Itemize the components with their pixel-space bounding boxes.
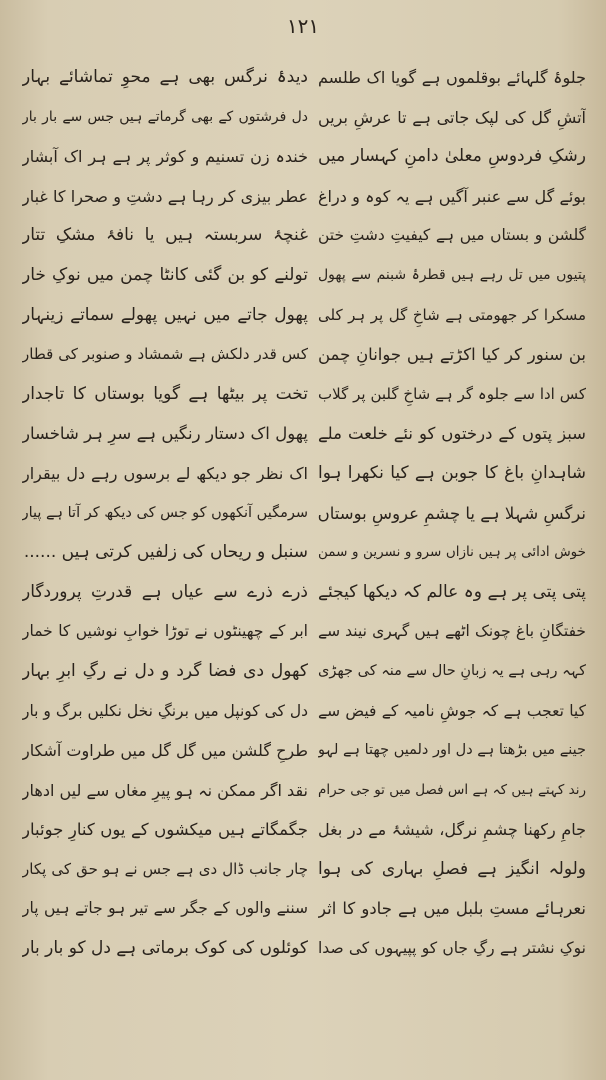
verse-line: سبز پتوں کے درختوں کو نئے خلعت ملے bbox=[318, 424, 586, 444]
verse-line: دل کی کونپل میں برنگِ نخل نکلیں برگ و بار bbox=[22, 701, 308, 720]
verse-line: تخت پر بیٹھا ہے گویا بوستاں کا تاجدار bbox=[22, 383, 308, 404]
verse-line: کیا تعجب ہے کہ جوشِ نامیہ کے فیض سے bbox=[318, 701, 586, 720]
verse-line: کہہ رہی ہے یہ زبانِ حال سے منہ کی جھڑی bbox=[318, 662, 586, 679]
verse-line: پتیوں میں تل رہے ہیں قطرۂ شبنم سے پھول bbox=[318, 266, 586, 283]
verse-line: نعرہائے مستِ بلبل میں ہے جادو کا اثر bbox=[318, 899, 586, 919]
verse-line: خوش ادائی پر ہیں نازاں سرو و نسرین و سمن bbox=[318, 544, 586, 561]
verse-line: مسکرا کر جھومتی ہے شاخِ گل پر ہر کلی bbox=[318, 305, 586, 324]
verse-line: شاہدانِ باغ کا جوبن ہے کیا نکھرا ہوا bbox=[318, 462, 586, 483]
verse-line: کھول دی فضا گرد و دل نے رگِ ابرِ بہار bbox=[22, 660, 308, 681]
verse-line: سنبل و ریحاں کی زلفیں کرتی ہیں ...... bbox=[23, 542, 308, 563]
page-number: ١٢١ bbox=[286, 14, 320, 38]
verse-line: پھول اک دستار رنگیں ہے سرِ ہر شاخسار bbox=[22, 424, 308, 444]
verse-line: رند کہتے ہیں کہ ہے اس فصل میں تو جی حرام bbox=[318, 781, 586, 798]
verse-line: جامِ رکھنا چشمِ نرگل، شیشۂ مے در بغل bbox=[318, 820, 586, 840]
verse-line: دیدۂ نرگس بھی ہے محوِ تماشائے بہار bbox=[22, 67, 308, 87]
verse-line: جلوۂ گلہائے بوقلموں ہے گویا اک طلسم bbox=[318, 68, 586, 87]
right-column bbox=[318, 58, 586, 969]
verse-line: کوئلوں کی کوک برماتی ہے دل کو بار بار bbox=[22, 938, 308, 959]
verse-line: چار جانب ڈال دی ہے جس نے ہو حق کی پکار bbox=[22, 859, 308, 878]
verse-line: سرمگیں آنکھوں کو جس کی دیکھ کر آتا ہے پیار bbox=[22, 504, 308, 521]
verse-line: طرحِ گلشن میں گل گل میں طراوت آشکار bbox=[22, 741, 308, 761]
verse-line: سننے والوں کے جگر سے تیر ہو جاتے ہیں پار bbox=[22, 899, 308, 918]
verse-line: پھول جاتے میں نہیں پھولے سماتے زینہار bbox=[22, 304, 308, 325]
verse-line: کس ادا سے جلوہ گر ہے شاخِ گلبن پر گلاب bbox=[318, 384, 586, 403]
verse-line: ذرے ذرے سے عیاں ہے قدرتِ پروردگار bbox=[22, 581, 308, 602]
verse-line: پتی پتی پر ہے وہ عالم کہ دیکھا کیجئے bbox=[318, 581, 586, 602]
verse-line: نرگسِ شہلا ہے یا چشمِ عروسِ بوستاں bbox=[318, 503, 586, 523]
verse-line: تولنے کو بن گئی کانٹا چمن میں نوکِ خار bbox=[22, 264, 308, 285]
verse-line: بن سنور کر کیا اکڑتے ہیں جوانانِ چمن bbox=[318, 345, 586, 365]
verse-line: غنچۂ سربستہ ہیں یا نافۂ مشکِ تتار bbox=[22, 225, 308, 246]
verse-line: گلشن و بستاں میں ہے کیفیتِ دشتِ ختن bbox=[318, 226, 586, 245]
verse-line: بوئے گل سے عنبر آگیں ہے یہ کوہ و دراغ bbox=[318, 186, 586, 206]
verse-line: اک نظر جو دیکھ لے برسوں رہے دل بیقرار bbox=[22, 463, 308, 483]
verse-line: نقد اگر ممکن نہ ہو پیرِ مغاں سے لیں ادھار bbox=[22, 780, 308, 800]
verse-line: نوکِ نشتر ہے رگِ جاں کو پپیہوں کی صدا bbox=[318, 939, 586, 958]
left-column bbox=[22, 58, 308, 969]
verse-line: خندہ زن تسنیم و کوثر پر ہے ہر اک آبشار bbox=[22, 147, 308, 167]
verse-line: خفتگانِ باغ چونک اٹھے ہیں گہری نیند سے bbox=[318, 622, 586, 641]
verse-line: جگمگاتے ہیں میکشوں کے یوں کنارِ جوئبار bbox=[22, 820, 308, 840]
verse-line: عطر بیزی کر رہا ہے دشتِ و صحرا کا غبار bbox=[22, 186, 308, 206]
verse-line: رشکِ فردوسِ معلیٰ دامنِ کہسار میں bbox=[318, 146, 586, 167]
verse-line: آتشِ گل کی لپک جاتی ہے تا عرشِ بریں bbox=[318, 107, 586, 127]
verse-line: ابر کے چھینٹوں نے توڑا خوابِ نوشیں کا خمار bbox=[22, 622, 308, 641]
verse-line: کس قدر دلکش ہے شمشاد و صنوبر کی قطار bbox=[22, 345, 308, 364]
verse-line: دل فرشتوں کے بھی گرماتے ہیں جس سے بار بار bbox=[22, 108, 308, 125]
verse-line: ولولہ انگیز ہے فصلِ بہاری کی ہوا bbox=[318, 858, 586, 879]
verse-line: جینے میں بڑھتا ہے دل اور دلمیں چھتا ہے لہو bbox=[318, 742, 586, 759]
